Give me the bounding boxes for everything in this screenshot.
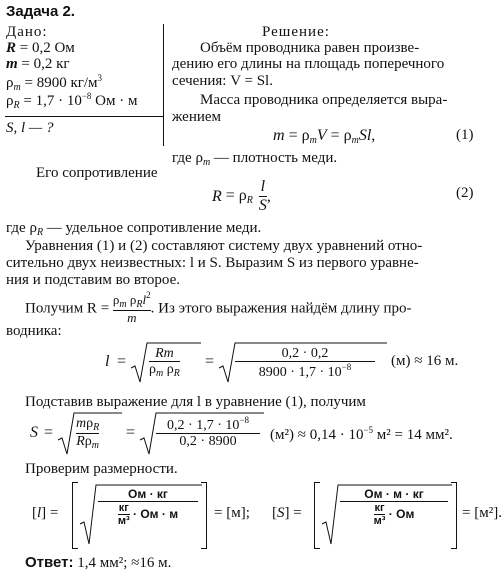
equation-1: $m = \rho_mV = \rho_mSl$, (273, 127, 376, 146)
solution-p6-line2: сительно двух неизвестных: l и S. Выразим S из первого уравне- (6, 255, 419, 271)
given-line-m: m = 0,2 кг (6, 56, 70, 72)
solution-p1-line2: дению его длины на площадь поперечного (172, 56, 445, 72)
solution-p2: Масса проводника определяется выра- (200, 92, 448, 108)
solution-p2b: жением (172, 109, 222, 125)
solution-p9: Проверим размерности. (25, 461, 178, 477)
equation-2-number: (2) (456, 185, 474, 201)
given-find: S, l — ? (6, 120, 54, 136)
problem-title: Задача 2. (6, 3, 75, 20)
solution-p1-line1: Объём проводника равен произве- (200, 40, 420, 56)
solution-p8: Подставив выражение для l в уравнение (1), получим (25, 394, 366, 410)
solution-header: Решение: (262, 24, 330, 40)
equation-1-number: (1) (456, 127, 474, 143)
answer: Ответ: 1,4 мм²; ≈16 м. (25, 554, 172, 571)
solution-p4: Его сопротивление (36, 165, 158, 181)
given-divider-horizontal (5, 116, 163, 117)
solution-p3: где $\rho_m$ — плотность меди. (172, 150, 338, 168)
given-line-R: R = 0,2 Ом (6, 40, 75, 56)
solution-p7b: водника: (6, 323, 62, 339)
given-line-rho-R: $\rho_R = 1,7 \cdot 10^{-8}$ Ом · м (6, 91, 138, 111)
solution-p6-line3: ния и подставим во второе. (6, 272, 181, 288)
solution-p5: где $\rho_R$ — удельное сопротивление меди. (6, 220, 262, 238)
solution-p1-line3: сечения: V = Sl. (172, 73, 273, 89)
given-header: Дано: (6, 24, 48, 40)
solution-p6-line1: Уравнения (1) и (2) составляют систему двух уравнений отно- (25, 238, 423, 254)
equation-2: $R = \rho_R$ $\frac{l}{S}$ , (212, 178, 271, 214)
equation-4: S = $m\rho_R$ $R\rho_m$ = $\frac{0,2 \cdot 1,7 \cdot 10^{-8}}{0,2 \cdot 8900}$ $(м^2) \approx 0,14 \cdot 10^{-5}$ м² = 14 мм². (30, 412, 490, 456)
given-line-rho-m: $\rho_m = 8900$ $кг/м^3$ (6, 73, 103, 93)
solution-p7: Получим R = $\frac{\rho_m \rho_Rl^2}{m}$ . Из этого выражения найдём длину про- (25, 290, 412, 325)
given-divider-vertical (163, 24, 164, 146)
page: Задача 2. Дано: R = 0,2 Ом m = 0,2 кг $\rho_m = 8900$ $кг/м^3$ $\rho_R = 1,7 \cdot 10^{-8}$ Ом · м S, l — ? Решение: Объём проводника равен произве- дению его длины на площадь поперечного сечения: V = Sl. Масса проводника определяется выра- жением $m = \rho_mV = \rho_mSl$, (1) где $\rho_m$ — плотность меди. Его сопротивление $R = \rho_R$ $\frac{l}{S}$ , (2) где $\rho_R$ — удельное сопротивление меди. Уравнения (1) и (2) составляют систему двух уравнений отно- сительно двух неизвестных: l и S. Выразим S из первого уравне- ния и подставим во второе. Получим R = $\frac{\rho_m \rho_Rl^2}{m}$ . Из этого выражения найдём длину про- водника: l = $\frac{Rm}{\rho_m \rho_R}$ = $\frac{0,2 \cdot 0,2}{8900 \cdot 1,7 \cdot 10^{-8}}$ (м) ≈ 16 м. Подставив выражение для l в уравнение (1), получим S = $m\rho_R$ $R\rho_m$ = $\frac{0,2 \cdot 1,7 \cdot 10^{-8}}{0,2 \cdot 8900}$ $(м^2) \approx 0,14 \cdot 10^{-5}$ м² = 14 мм². Проверим размерности. [l] = Ом · кг $\frac{кг}{\text{м³}}$ · Ом · м = [м]; [S] = Ом · м · кг $\frac{кг}{\text{м³}}$ · Ом = [м²]. Ответ: 1,4 мм²; ≈16 м. (6, 3, 502, 571)
dimension-check: [l] = Ом · кг $\frac{кг}{\text{м³}}$ · Ом · м = [м]; [S] = Ом · м · кг $\frac{кг}{\text{м³}}$ · Ом = [м²]. (32, 480, 492, 550)
